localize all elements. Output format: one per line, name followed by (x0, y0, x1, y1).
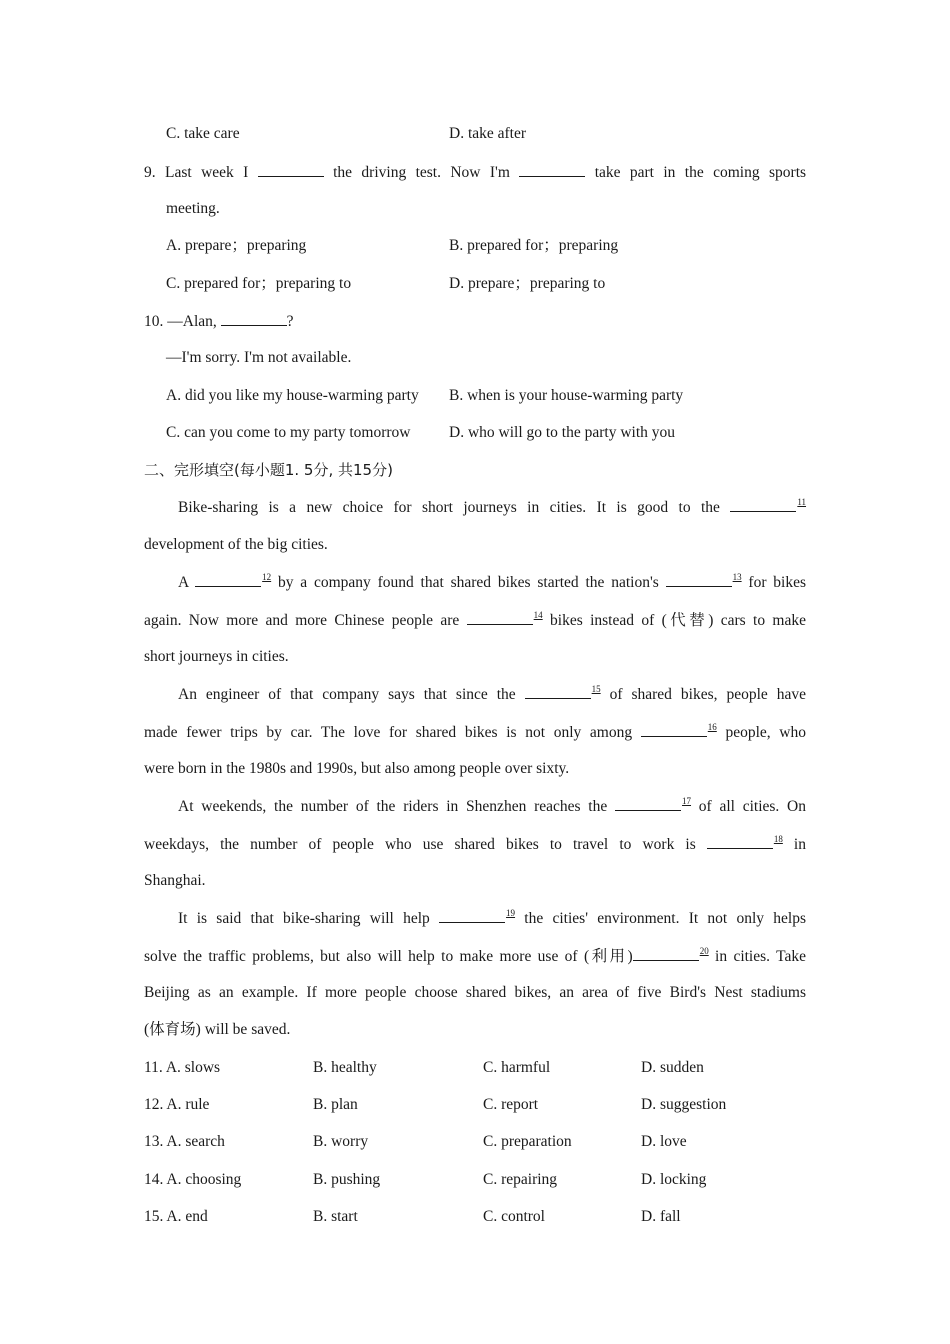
answer-blank (615, 796, 681, 811)
passage-line: short journeys in cities. (144, 648, 289, 665)
option-b: B. plan (313, 1096, 358, 1113)
option-a: 14. A. choosing (144, 1171, 242, 1188)
option-d: D. sudden (641, 1059, 704, 1076)
answer-blank (633, 946, 699, 961)
option-c: C. report (483, 1096, 539, 1113)
blank-number: 14 (533, 610, 543, 620)
passage-line: weekdays, the number of people who use shared bikes to travel to work is $^{18}$ in (144, 834, 806, 853)
blank-number: 11 (797, 497, 807, 507)
option-a: 13. A. search (144, 1133, 225, 1150)
q8-option-c: C. take care (166, 125, 240, 142)
option-b: B. healthy (313, 1059, 377, 1076)
option-c: C. control (483, 1208, 545, 1225)
passage-line: development of the big cities. (144, 536, 328, 553)
passage-line: (体育场) will be saved. (144, 1021, 291, 1038)
passage-line: again. Now more and more Chinese people are $^{14}$ bikes instead of (代替) cars to make (144, 610, 806, 629)
option-c: C. preparation (483, 1133, 572, 1150)
option-a: 12. A. rule (144, 1096, 210, 1113)
q9-option-a: A. prepare；preparing (166, 237, 307, 254)
passage-line: It is said that bike-sharing will help $^{19}$ the cities' environment. It not only helps (178, 908, 806, 927)
passage-line: were born in the 1980s and 1990s, but also among people over sixty. (144, 760, 570, 777)
passage-line: At weekends, the number of the riders in Shenzhen reaches the $^{17}$ of all cities. On (178, 796, 806, 815)
q9-stem-cont: meeting. (166, 200, 220, 217)
answer-blank (439, 908, 505, 923)
answer-blank (730, 497, 796, 512)
option-d: D. locking (641, 1171, 707, 1188)
passage-line: Beijing as an example. If more people choose shared bikes, an area of five Bird's Nest stadiums (144, 984, 806, 1001)
section-heading: 二、完形填空(每小题1. 5分, 共15分) (144, 461, 393, 479)
option-a: 11. A. slows (144, 1059, 221, 1076)
q9-stem: 9. Last week I the driving test. Now I'm take part in the coming sports (144, 164, 807, 181)
answer-blank (525, 684, 591, 699)
answer-blank (707, 834, 773, 849)
blank-number: 18 (773, 834, 783, 844)
answer-blank (195, 572, 261, 587)
q8-option-d: D. take after (449, 125, 527, 142)
option-b: B. worry (313, 1133, 369, 1150)
q10-option-a: A. did you like my house-warming party (166, 387, 419, 404)
q9-option-d: D. prepare；preparing to (449, 275, 606, 292)
blank-number: 16 (707, 722, 717, 732)
q9-option-b: B. prepared for；preparing (449, 237, 619, 254)
q9-option-c: C. prepared for；preparing to (166, 275, 352, 292)
blank-number: 12 (262, 572, 272, 582)
passage-line: made fewer trips by car. The love for shared bikes is not only among $^{16}$ people, who (144, 722, 806, 741)
blank-number: 17 (682, 796, 692, 806)
option-d: D. love (641, 1133, 687, 1150)
option-a: 15. A. end (144, 1208, 208, 1225)
answer-blank (519, 162, 585, 177)
answer-blank (258, 162, 324, 177)
answer-blank (221, 311, 287, 326)
option-b: B. pushing (313, 1171, 381, 1188)
passage-line: solve the traffic problems, but also will help to make more use of (利用) $^{20}$ in cities. Take (144, 946, 806, 965)
q10-reply: —I'm sorry. I'm not available. (166, 349, 352, 366)
answer-blank (467, 610, 533, 625)
blank-number: 13 (732, 572, 742, 582)
q10-option-d: D. who will go to the party with you (449, 424, 676, 441)
option-d: D. fall (641, 1208, 681, 1225)
answer-blank (641, 722, 707, 737)
answer-blank (666, 572, 732, 587)
q10-option-c: C. can you come to my party tomorrow (166, 424, 411, 441)
option-b: B. start (313, 1208, 358, 1225)
passage-line: Shanghai. (144, 872, 206, 889)
option-c: C. repairing (483, 1171, 558, 1188)
passage-line: Bike-sharing is a new choice for short journeys in cities. It is good to the $^{11}$ (178, 497, 807, 516)
blank-number: 19 (506, 908, 516, 918)
q10-stem: 10. —Alan, ? (144, 313, 294, 330)
option-d: D. suggestion (641, 1096, 727, 1113)
passage-line: A $^{12}$ by a company found that shared bikes started the nation's $^{13}$ for bikes (178, 572, 807, 591)
blank-number: 20 (699, 946, 709, 956)
option-c: C. harmful (483, 1059, 551, 1076)
passage-line: An engineer of that company says that since the $^{15}$ of shared bikes, people have (178, 684, 806, 703)
blank-number: 15 (591, 684, 601, 694)
q10-option-b: B. when is your house-warming party (449, 387, 684, 404)
